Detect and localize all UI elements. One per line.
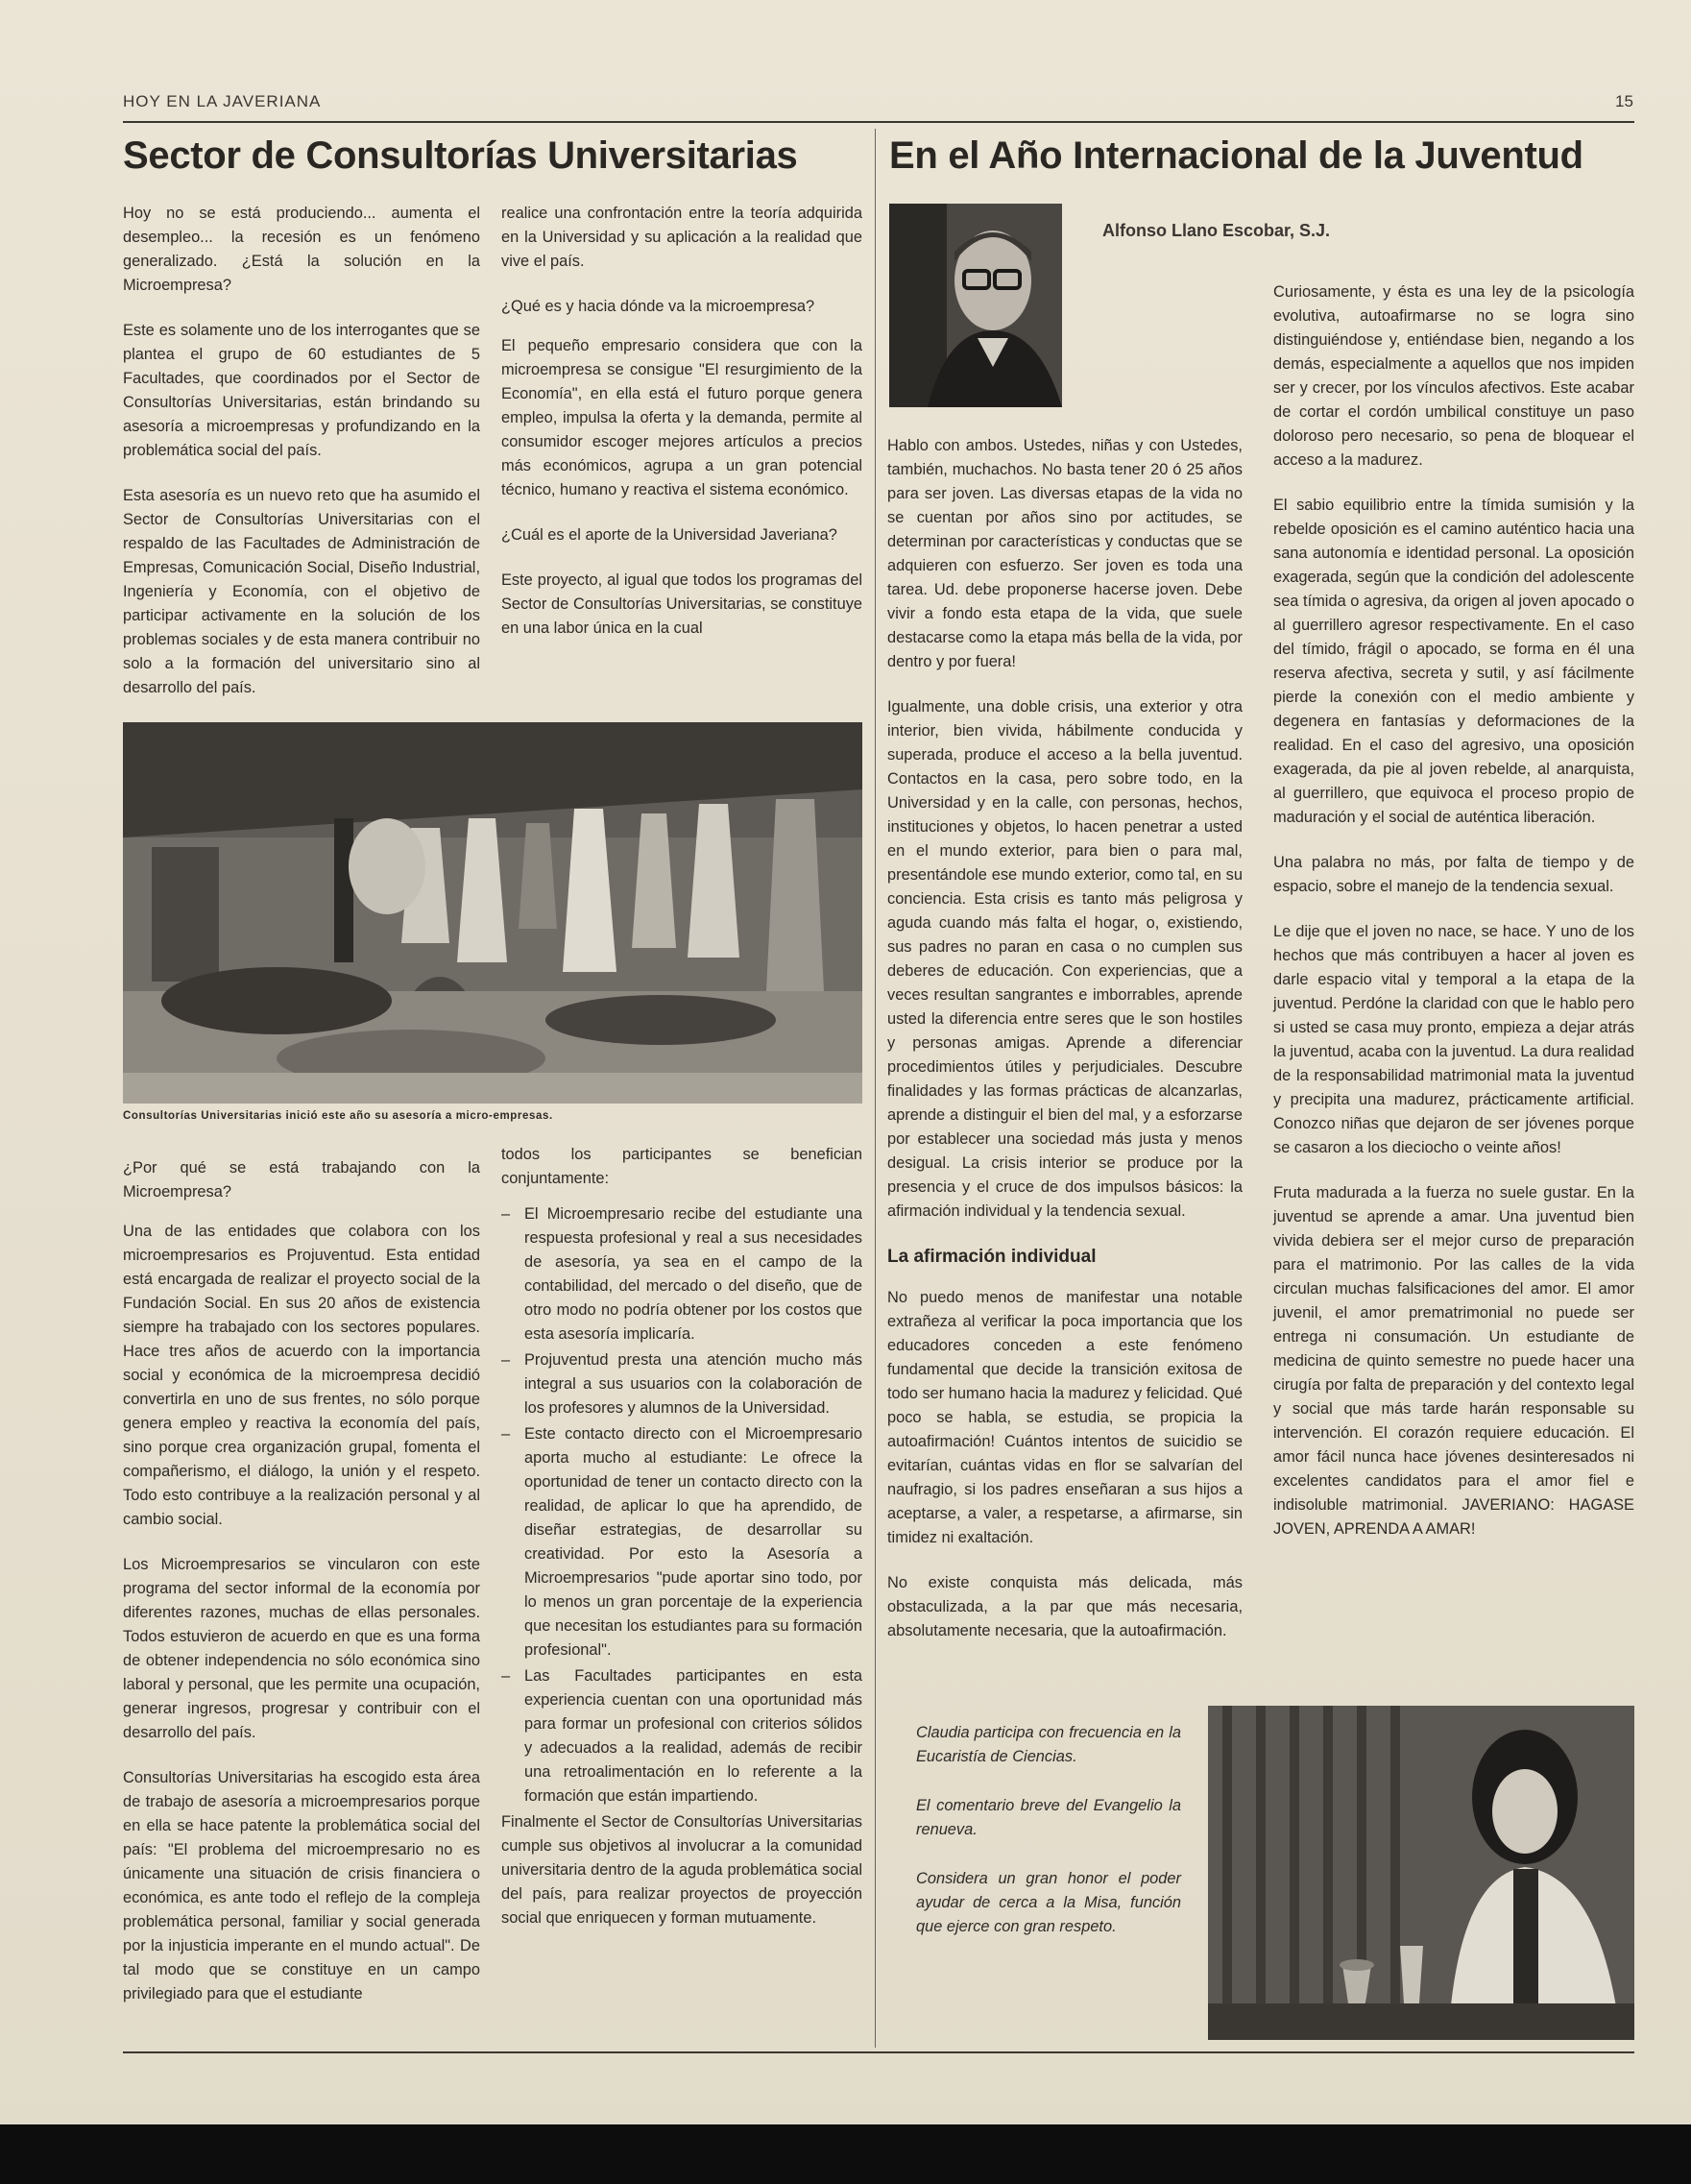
market-photo-caption: Consultorías Universitarias inició este año su asesoría a micro-empresas. xyxy=(123,1110,553,1122)
paragraph: Consultorías Universitarias ha escogido esta área de trabajo de asesoría a microempresarios porque en ella se hace patente la problemática social del país: "El problema del microempresario no es únicamente una situación de crisis financiera o económica, es ante todo el reflejo de la compleja problemática personal, familiar y social generada por la injusticia imperante en el mundo actual". De tal modo que se constituye en un campo privilegiado para que el estudiante xyxy=(123,1769,480,2002)
list-item: – Este contacto directo con el Microempresario aporta mucho al estudiante: Le ofrece la oportunidad de tener un contacto directo con la realidad, de aplicar lo que ha aprendido, de diseñar estrategias, de desarrollar su creatividad. Por esto la Asesoría a Microempresarios "pude aportar sino todo, por lo menos un gran porcentaje de la experiencia que necesitan los estudiantes para su formación profesional". xyxy=(501,1422,862,1662)
column-divider xyxy=(875,129,876,2048)
left-col1-bottom xyxy=(123,1156,480,2027)
paragraph: realice una confrontación entre la teoría adquirida en la Universidad y su aplicación a la realidad que vive el país. xyxy=(501,205,862,270)
paragraph: No existe conquista más delicada, más obstaculizada, a la par que más necesaria, absolutamente necesaria, que la autoafirmación. xyxy=(887,1574,1243,1639)
paragraph: Curiosamente, y ésta es una ley de la psicología evolutiva, autoafirmarse no se logra sino distinguiéndose y, entiéndase bien, negando a los demás, especialmente a aquellos que nos impiden ser y crecer, por los vínculos afectivos. Este acabar de cortar el cordón umbilical constituye un paso doloroso pero necesario, so pena de bloquear el acceso a la madurez. xyxy=(1273,283,1634,469)
right-headline: En el Año Internacional de la Juventud xyxy=(889,134,1583,177)
left-col2-top xyxy=(501,202,862,662)
bottom-rule xyxy=(123,2051,1634,2053)
paragraph: Igualmente, una doble crisis, una exterior y otra interior, bien vivida, hábilmente conducida y superada, produce el acceso a la bella juventud. Contactos en la casa, pero sobre todo, en la Universidad y en la calle, con personas, hechos, instituciones y objetos, lo hacen penetrar a usted en el mundo exterior, para bien o para mal, presentándole ese mundo exterior, como tal, en su conciencia. Esta crisis es tanto más peligrosa y aguda cuando más falta el hogar, o, existiendo, sus padres no paran en casa o no cumplen sus deberes de educación. Con experiencias, que a veces resultan sangrantes e imborrables, aprende usted la diferencia entre seres que le son hostiles y personas amigas. Aprende a diferenciar procedimientos útiles y perjudiciales. Descubre finalidades y las formas prácticas de alcanzarlas, aprende a distinguir el bien del mal, y a esforzarse por establecer una sociedad más justa y menos desigual. La crisis interior se produce por la presencia y el cruce de dos impulsos básicos: la afirmación individual y la tendencia sexual. xyxy=(887,698,1243,1220)
author-byline: Alfonso Llano Escobar, S.J. xyxy=(1102,221,1331,240)
list-item: – Projuventud presta una atención mucho más integral a sus usuarios con la colaboración de los profesores y alumnos de la Universidad. xyxy=(501,1348,862,1420)
caption-line: Claudia participa con frecuencia en la Eucaristía de Ciencias. xyxy=(916,1724,1181,1765)
question: ¿Cuál es el aporte de la Universidad Javeriana? xyxy=(501,526,837,544)
paragraph: Esta asesoría es un nuevo reto que ha asumido el Sector de Consultorías Universitarias con el respaldo de las Facultades de Administración de Empresas, Comunicación Social, Diseño Industrial, Ingeniería y Economía, con el objetivo de participar activamente en la solución de los problemas sociales y de esta manera contribuir no solo a la formación del universitario sino al desarrollo del país. xyxy=(123,487,480,696)
benefits-list xyxy=(501,1202,862,1808)
paragraph: Los Microempresarios se vincularon con este programa del sector informal de la economía por diferentes razones, muchas de ellas personales. Todos estuvieron de acuerdo en que es una forma de obtener independencia no sólo económica sino laboral y personal, que les permite una ocupación, generar ingresos, progresar y contribuir con el desarrollo del país. xyxy=(123,1556,480,1741)
left-col2-bottom xyxy=(501,1143,862,1952)
paragraph: Una palabra no más, por falta de tiempo y de espacio, sobre el manejo de la tendencia sexual. xyxy=(1273,854,1634,895)
paragraph: No puedo menos de manifestar una notable extrañeza al verificar la poca importancia que los educadores conceden a este fenómeno fundamental que decide la transición exitosa de todo ser humano hacia la madurez y felicidad. Qué poco se habla, se estudia, se propicia la autoafirmación! Cuántos intentos de suicidio se evitarían, cuántas vidas en flor se salvarían del naufragio, si los padres enseñaran a sus hijos a aceptarse, a valer, a respetarse, a afirmarse, sin timidez ni exaltación. xyxy=(887,1289,1243,1546)
right-col3 xyxy=(887,434,1243,1664)
question: ¿Por qué se está trabajando con la Microempresa? xyxy=(123,1159,480,1201)
paragraph: El sabio equilibrio entre la tímida sumisión y la rebelde oposición es el camino auténtico hacia una sana autonomía e identidad personal. La oposición exagerada, según que la condición del adolescente sea tímida o agresiva, da origen al joven apocado o al guerrillero agresor respectivamente. En el caso del tímido, frágil o apocado, se forma en él una reserva afectiva, secreta y sutil, y así fácilmente pierde la conexión con el medio ambiente y degenera en fantasías y deformaciones de la realidad. En el caso del agresivo, una oposición exagerada, da pie al joven rebelde, al anarquista, al guerrillero, que equivoca el proceso propio de maduración y el social de auténtica liberación. xyxy=(1273,497,1634,826)
paragraph: todos los participantes se benefician conjuntamente: xyxy=(501,1146,862,1187)
paragraph: Una de las entidades que colabora con los microempresarios es Projuventud. Esta entidad está encargada de realizar el proyecto social de la Fundación Social. En sus 20 años de existencia siempre ha trabajado con los sectores populares. Hace tres años de acuerdo con la importancia social y económica de la microempresa decidió convertirla en uno de sus frentes, no sólo porque genera empleo y reactiva la economía del país, sino porque crea organización grupal, fomenta el compañerismo, el diálogo, la unión y el respeto. Todo esto contribuye a la realización personal y al cambio social. xyxy=(123,1223,480,1528)
list-item: – El Microempresario recibe del estudiante una respuesta profesional y real a sus necesidades de asesoría, ya sea en el campo de la contabilidad, del mercado o del diseño, que de otro modo no podría obtener por los costos que esta asesoría implicaría. xyxy=(501,1202,862,1347)
market-photo xyxy=(123,722,862,1104)
claudia-photo-illustration xyxy=(1208,1706,1634,2040)
left-headline: Sector de Consultorías Universitarias xyxy=(123,134,798,177)
paragraph: Este es solamente uno de los interrogantes que se plantea el grupo de 60 estudiantes de 5 Facultades, que coordinados por el Sector de Consultorías Universitarias, están brindando su asesoría a microempresas y profundizando en la problemática social del país. xyxy=(123,322,480,459)
caption-line: Considera un gran honor el poder ayudar de cerca a la Misa, función que ejerce con gran respeto. xyxy=(916,1870,1181,1935)
scan-bottom-band xyxy=(0,2124,1691,2184)
left-col1-top xyxy=(123,202,480,721)
claudia-photo xyxy=(1208,1706,1634,2040)
right-col4 xyxy=(1273,280,1634,1563)
paragraph: Este proyecto, al igual que todos los programas del Sector de Consultorías Universitarias, se constituye en una labor única en la cual xyxy=(501,571,862,637)
paragraph: El pequeño empresario considera que con la microempresa se consigue "El resurgimiento de la Economía", en ella está el futuro porque genera empleo, impulsa la oferta y la demanda, permite al consumidor escoger mejores artículos a precios más económicos, agrupa a un gran potencial técnico, humano y reactiva el sistema económico. xyxy=(501,337,862,498)
author-portrait xyxy=(889,204,1062,407)
market-photo-illustration xyxy=(123,722,862,1104)
paragraph: Fruta madurada a la fuerza no suele gustar. En la juventud se aprende a amar. Una juventud bien vivida debiera ser el mejor curso de preparación para el matrimonio. Por las calles de la vida circulan muchas falsificaciones del amor. El amor juvenil, el amor prematrimonial no puede ser entrega ni consumación. Un estudiante de medicina de quinto semestre no puede hacer una cirugía por falta de preparación y del contexto legal y social que más tarde harán responsable su intervención. El corazón requiere educación. El amor fácil nunca hace jóvenes desinteresados ni excelentes candidatos para el amor fiel e indisoluble matrimonial. JAVERIANO: HAGASE JOVEN, APRENDA A AMAR! xyxy=(1273,1184,1634,1538)
section-subhead: La afirmación individual xyxy=(887,1247,1097,1267)
paragraph: Le dije que el joven no nace, se hace. Y uno de los hechos que más contribuyen a hacer al joven es darle espacio vital y temporal a la etapa de la juventud. Perdóne la claridad con que le hablo pero si usted se casa muy pronto, empieza a dejar atrás la juventud, acaba con la juventud. La dura realidad de la responsabilidad matrimonial mata la juventud y precipita una madurez, prácticamente artificial. Conozco niñas que dejaron de ser jóvenes porque se casaron a los dieciocho o veinte años! xyxy=(1273,923,1634,1156)
claudia-caption xyxy=(916,1721,1181,1964)
list-item: – Las Facultades participantes en esta experiencia cuentan con una oportunidad más para formar un profesional con criterios sólidos y adecuados a la realidad, además de recibir una retroalimentación en lo referente a la formación que están impartiendo. xyxy=(501,1664,862,1808)
top-rule xyxy=(123,121,1634,123)
author-photo xyxy=(889,204,1062,407)
caption-line: El comentario breve del Evangelio la renueva. xyxy=(916,1797,1181,1838)
paragraph: Finalmente el Sector de Consultorías Universitarias cumple sus objetivos al involucrar a la comunidad universitaria dentro de la aguda problemática social del país, para realizar proyectos de proyección social que enriquecen y forman mutuamente. xyxy=(501,1813,862,1927)
question: ¿Qué es y hacia dónde va la microempresa? xyxy=(501,298,815,315)
running-head: HOY EN LA JAVERIANA xyxy=(123,92,322,110)
paragraph: Hoy no se está produciendo... aumenta el desempleo... la recesión es un fenómeno generalizado. ¿Está la solución en la Microempresa? xyxy=(123,205,480,294)
page-number: 15 xyxy=(1615,92,1633,110)
paragraph: Hablo con ambos. Ustedes, niñas y con Ustedes, también, muchachos. No basta tener 20 ó 25 años para ser joven. Las diversas etapas de la vida no se cuentan por años sino por actitudes, se determinan por características y conductas que se adquieren con esfuerzo. Ser joven es toda una tarea. Ud. debe proponerse hacerse joven. Debe vivir a fondo esta etapa de la vida, que suele destacarse como la etapa más bella de la vida, por dentro y por fuera! xyxy=(887,437,1243,670)
